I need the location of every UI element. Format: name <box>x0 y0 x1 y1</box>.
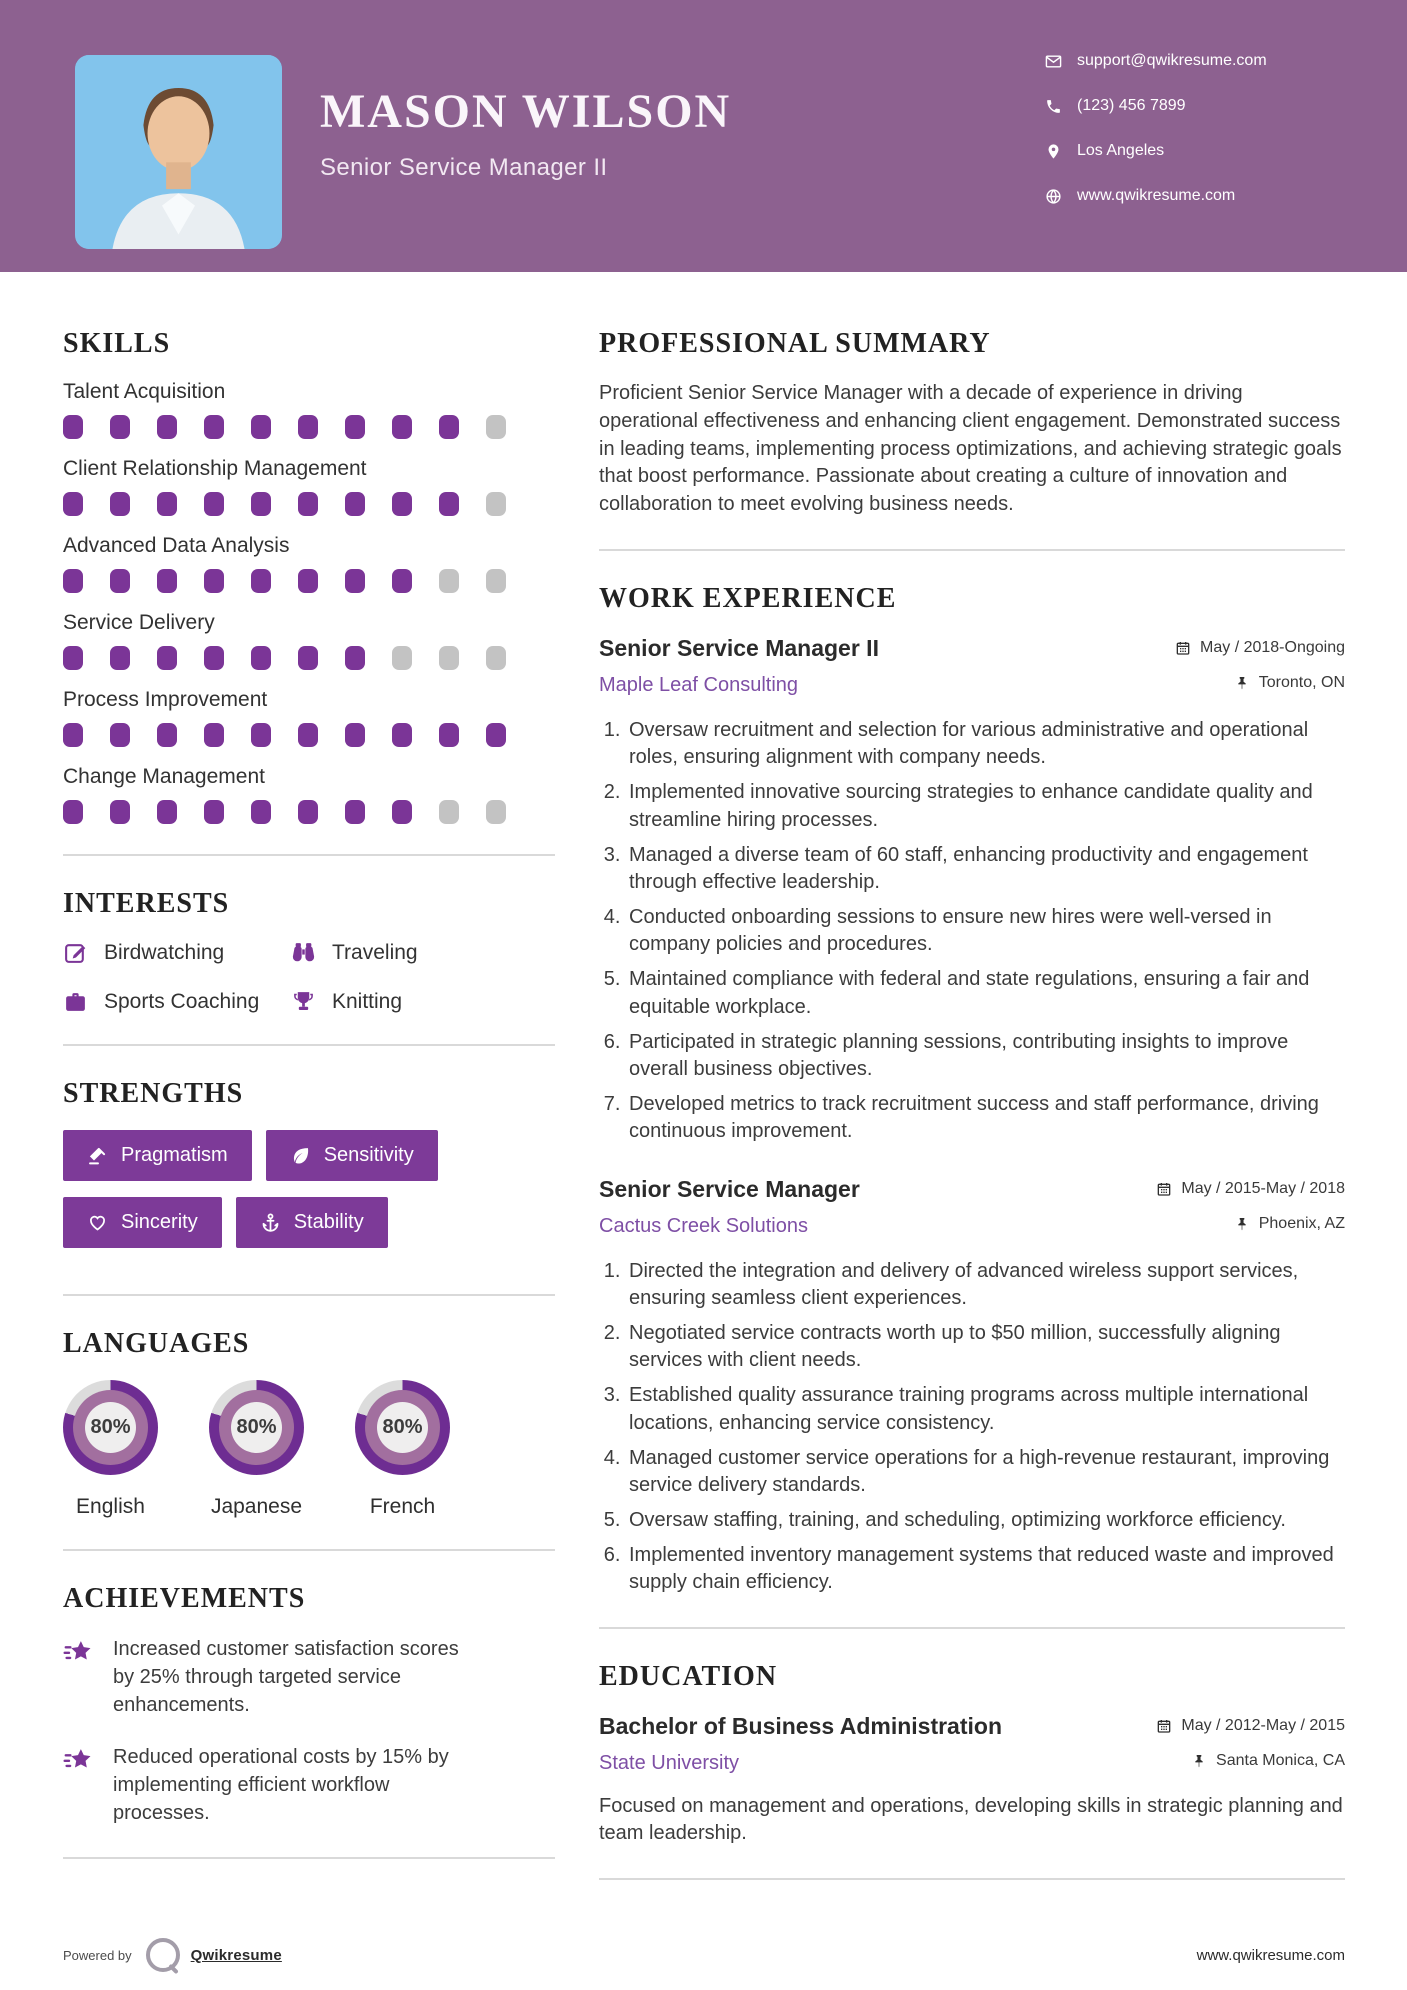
interest-item <box>63 989 281 1014</box>
job-bullet: 4. Conducted onboarding sessions to ensure new hires were well-versed in company policies and procedures. <box>626 904 1345 958</box>
language-donut <box>209 1380 304 1475</box>
skill-dot <box>204 569 224 593</box>
job-period <box>1175 639 1345 657</box>
language-label: French <box>369 1495 436 1518</box>
language-donut <box>63 1380 158 1475</box>
skill-dot <box>110 492 130 516</box>
gavel-icon <box>87 1145 108 1166</box>
skill-rating <box>63 800 555 824</box>
contact-block <box>1045 52 1345 272</box>
skill-dot <box>63 800 83 824</box>
skill-label: Talent Acquisition <box>63 380 226 403</box>
language-percent: 80% <box>231 1402 282 1453</box>
skill-dot <box>439 723 459 747</box>
skill-dot <box>204 415 224 439</box>
briefcase-icon <box>63 989 88 1014</box>
education-period <box>1156 1717 1345 1735</box>
strength-badge <box>63 1197 222 1248</box>
skill-dot <box>204 492 224 516</box>
skill-dot <box>392 800 412 824</box>
skill-rating <box>63 415 555 439</box>
skill-dot <box>251 646 271 670</box>
interests-grid <box>63 940 555 1014</box>
skill-label: Client Relationship Management <box>63 457 367 480</box>
heart-icon <box>87 1212 108 1233</box>
skill-dot <box>392 723 412 747</box>
skill-rating <box>63 492 555 516</box>
skill-rating <box>63 723 555 747</box>
language-item <box>209 1380 304 1519</box>
job-company[interactable]: Maple Leaf Consulting <box>599 673 799 696</box>
phone-icon <box>1045 98 1062 115</box>
job-period-text: May / 2018-Ongoing <box>1200 638 1345 656</box>
skill-dot <box>298 569 318 593</box>
skill-dot <box>298 646 318 670</box>
header <box>0 0 1407 272</box>
education-location-text: Santa Monica, CA <box>1216 1751 1345 1769</box>
star-icon <box>63 1745 96 1778</box>
skill-dot <box>251 569 271 593</box>
skill-dot <box>110 646 130 670</box>
section-divider <box>63 1857 555 1859</box>
footer-url[interactable]: www.qwikresume.com <box>1196 1946 1345 1964</box>
trophy-icon <box>291 989 316 1014</box>
strength-label: Sensitivity <box>323 1144 414 1166</box>
job-subheader <box>599 1215 1345 1238</box>
section-divider <box>599 1627 1345 1629</box>
skill-dot <box>486 800 506 824</box>
skill-dot <box>157 569 177 593</box>
job-period <box>1156 1180 1345 1198</box>
skill-dot <box>486 646 506 670</box>
contact-location <box>1045 142 1345 160</box>
profile-photo-illustration <box>75 55 282 249</box>
languages-section <box>63 1328 555 1519</box>
skill-dot <box>157 492 177 516</box>
job-location-text: Toronto, ON <box>1258 673 1345 691</box>
work-experience-title: WORK EXPERIENCE <box>599 582 897 614</box>
skill-dot <box>345 646 365 670</box>
interests-section <box>63 888 555 1014</box>
job-bullet: 1. Oversaw recruitment and selection for various administrative and operational roles, ensuring alignment with company needs. <box>626 717 1345 771</box>
education-header <box>599 1713 1345 1740</box>
achievement-text: Increased customer satisfaction scores by 25% through targeted service enhancements. <box>113 1638 459 1716</box>
skill-dot <box>157 415 177 439</box>
skill-dot <box>345 800 365 824</box>
skill-dot <box>251 800 271 824</box>
skill-dot <box>63 415 83 439</box>
skills-section <box>63 328 555 824</box>
language-label: Japanese <box>210 1495 303 1518</box>
qwikresume-brand-link[interactable]: Qwikresume <box>190 1946 282 1964</box>
education-title: EDUCATION <box>599 1660 778 1692</box>
header-identity <box>320 85 732 272</box>
footer <box>0 1912 1407 1990</box>
calendar-icon <box>1175 640 1191 656</box>
skill-dot <box>439 415 459 439</box>
interest-item <box>291 940 555 965</box>
skill-dot <box>251 415 271 439</box>
contact-email <box>1045 52 1345 70</box>
strength-badge <box>266 1130 438 1181</box>
job-bullet-list <box>599 717 1345 1146</box>
contact-location-value: Los Angeles <box>1077 142 1165 159</box>
skill-dot <box>298 492 318 516</box>
education-description: Focused on management and operations, developing skills in strategic planning and team leadership. <box>599 1794 1343 1845</box>
education-section <box>599 1661 1345 1849</box>
skill-dot <box>204 723 224 747</box>
calendar-icon <box>1156 1181 1172 1197</box>
skill-dot <box>392 492 412 516</box>
job-bullet: 6. Implemented inventory management systems that reduced waste and improved supply chain efficiency. <box>626 1542 1345 1596</box>
achievements-title: ACHIEVEMENTS <box>63 1583 306 1614</box>
language-percent: 80% <box>85 1402 136 1453</box>
education-period-text: May / 2012-May / 2015 <box>1181 1716 1345 1734</box>
skill-dot <box>345 415 365 439</box>
languages-title: LANGUAGES <box>63 1328 250 1359</box>
job-location <box>1234 1215 1345 1233</box>
skill-label: Change Management <box>63 765 265 788</box>
qwikresume-logo-icon <box>146 1938 180 1972</box>
skill-dot <box>63 569 83 593</box>
languages-row <box>63 1380 555 1519</box>
contact-phone <box>1045 97 1345 115</box>
job-bullet: 2. Implemented innovative sourcing strategies to enhance candidate quality and streamline hiring processes. <box>626 779 1345 833</box>
powered-by-label: Powered by <box>63 1947 132 1963</box>
left-column <box>63 328 555 1891</box>
leaf-icon <box>290 1145 311 1166</box>
skill-dot <box>486 723 506 747</box>
interests-title: INTERESTS <box>63 888 230 919</box>
skill-rating <box>63 569 555 593</box>
skill-item <box>63 457 555 516</box>
section-divider <box>599 549 1345 551</box>
map-marker-icon <box>1045 143 1062 160</box>
language-label: English <box>76 1495 145 1518</box>
skill-item <box>63 611 555 670</box>
right-column <box>599 328 1345 1912</box>
language-donut <box>355 1380 450 1475</box>
skill-dot <box>157 800 177 824</box>
job-company[interactable]: Cactus Creek Solutions <box>599 1214 808 1237</box>
section-divider <box>599 1878 1345 1880</box>
language-percent: 80% <box>377 1402 428 1453</box>
skill-dot <box>63 723 83 747</box>
binoculars-icon <box>291 940 316 965</box>
skill-dot <box>345 723 365 747</box>
skill-dot <box>392 569 412 593</box>
pen-square-icon <box>63 940 88 965</box>
envelope-icon <box>1045 53 1062 70</box>
skill-dot <box>439 492 459 516</box>
skill-dot <box>486 415 506 439</box>
interest-label: Traveling <box>332 940 418 964</box>
strength-label: Pragmatism <box>121 1144 228 1166</box>
work-experience-section <box>599 583 1345 1597</box>
pin-icon <box>1234 675 1250 691</box>
contact-email-value[interactable]: support@qwikresume.com <box>1077 52 1267 69</box>
job-period-text: May / 2015-May / 2018 <box>1181 1179 1345 1197</box>
job-location-text: Phoenix, AZ <box>1258 1214 1345 1232</box>
skill-dot <box>392 646 412 670</box>
section-divider <box>63 1549 555 1551</box>
language-item <box>63 1380 158 1519</box>
contact-website-value[interactable]: www.qwikresume.com <box>1077 187 1236 204</box>
skill-dot <box>110 415 130 439</box>
achievement-text: Reduced operational costs by 15% by implementing efficient workflow processes. <box>113 1746 449 1824</box>
skill-dot <box>63 492 83 516</box>
achievement-item <box>63 1635 555 1719</box>
strength-label: Sincerity <box>121 1211 198 1233</box>
job-bullet: 5. Oversaw staffing, training, and scheduling, optimizing workforce efficiency. <box>626 1507 1345 1534</box>
globe-icon <box>1045 188 1062 205</box>
language-item <box>355 1380 450 1519</box>
section-divider <box>63 1294 555 1296</box>
achievements-section <box>63 1583 555 1827</box>
person-name: MASON WILSON <box>320 85 732 138</box>
skill-dot <box>157 646 177 670</box>
job-title: Senior Service Manager <box>599 1175 860 1202</box>
section-divider <box>63 1044 555 1046</box>
skill-rating <box>63 646 555 670</box>
skill-dot <box>345 492 365 516</box>
skill-dot <box>486 569 506 593</box>
skill-dot <box>204 646 224 670</box>
skill-dot <box>298 800 318 824</box>
job-bullet: 6. Participated in strategic planning sessions, contributing insights to improve overall business objectives. <box>626 1029 1345 1083</box>
anchor-icon <box>260 1212 281 1233</box>
strength-label: Stability <box>293 1211 364 1233</box>
job-bullet: 7. Developed metrics to track recruitment success and staff performance, driving continuous improvement. <box>626 1091 1345 1145</box>
strengths-title: STRENGTHS <box>63 1078 244 1109</box>
skill-dot <box>251 723 271 747</box>
skill-label: Advanced Data Analysis <box>63 534 290 557</box>
skill-dot <box>110 800 130 824</box>
interest-item <box>291 989 555 1014</box>
contact-phone-value: (123) 456 7899 <box>1077 97 1186 114</box>
skill-label: Process Improvement <box>63 688 268 711</box>
skill-dot <box>298 415 318 439</box>
contact-website <box>1045 187 1345 205</box>
calendar-icon <box>1156 1718 1172 1734</box>
skill-dot <box>439 569 459 593</box>
job-subheader <box>599 674 1345 697</box>
skills-title: SKILLS <box>63 328 171 359</box>
education-school[interactable]: State University <box>599 1751 740 1774</box>
interest-item <box>63 940 281 965</box>
job-bullet: 1. Directed the integration and delivery of advanced wireless support services, ensuring seamless client experiences. <box>626 1258 1345 1312</box>
skill-item <box>63 534 555 593</box>
skill-dot <box>110 569 130 593</box>
skill-label: Service Delivery <box>63 611 215 634</box>
strength-badge <box>63 1130 252 1181</box>
skill-dot <box>298 723 318 747</box>
education-subheader <box>599 1752 1345 1775</box>
interest-label: Knitting <box>332 989 403 1013</box>
body-columns <box>0 272 1407 1912</box>
skill-dot <box>63 646 83 670</box>
summary-section <box>599 328 1345 519</box>
job-bullet: 2. Negotiated service contracts worth up to $50 million, successfully aligning services with client needs. <box>626 1320 1345 1374</box>
skill-dot <box>439 800 459 824</box>
person-headline: Senior Service Manager II <box>320 154 608 181</box>
profile-photo <box>75 55 282 249</box>
skill-dot <box>345 569 365 593</box>
job-bullet: 5. Maintained compliance with federal and state regulations, ensuring a fair and equitable workplace. <box>626 966 1345 1020</box>
skill-dot <box>204 800 224 824</box>
job-bullet: 3. Managed a diverse team of 60 staff, enhancing productivity and engagement through effective leadership. <box>626 842 1345 896</box>
skill-dot <box>486 492 506 516</box>
pin-icon <box>1191 1753 1207 1769</box>
job-bullet-list <box>599 1258 1345 1597</box>
section-divider <box>63 854 555 856</box>
skill-dot <box>157 723 177 747</box>
education-location <box>1191 1752 1345 1770</box>
skill-dot <box>439 646 459 670</box>
education-entry <box>599 1713 1345 1849</box>
job-location <box>1234 674 1345 692</box>
job-entry <box>599 1176 1345 1597</box>
strength-badge <box>236 1197 388 1248</box>
pin-icon <box>1234 1216 1250 1232</box>
skill-item <box>63 688 555 747</box>
job-entry <box>599 635 1345 1146</box>
job-header <box>599 635 1345 662</box>
strength-badges <box>63 1130 555 1264</box>
star-icon <box>63 1637 96 1670</box>
job-bullet: 4. Managed customer service operations for a high-revenue restaurant, improving service delivery standards. <box>626 1445 1345 1499</box>
education-degree: Bachelor of Business Administration <box>599 1712 1002 1739</box>
summary-text: Proficient Senior Service Manager with a decade of experience in driving operational effectiveness and enhancing client engagement. Demonstrated success in leading teams, implementing process optimizations, and achieving strategic goals that boost performance. Passionate about creating a culture of innovation and collaboration to meet evolving business needs. <box>599 382 1342 516</box>
job-bullet: 3. Established quality assurance training programs across multiple international locations, enhancing service consistency. <box>626 1382 1345 1436</box>
skill-item <box>63 765 555 824</box>
skill-dot <box>392 415 412 439</box>
interest-label: Birdwatching <box>104 940 225 964</box>
job-title: Senior Service Manager II <box>599 634 879 661</box>
strengths-section <box>63 1078 555 1264</box>
job-header <box>599 1176 1345 1203</box>
achievement-item <box>63 1743 555 1827</box>
skill-dot <box>251 492 271 516</box>
interest-label: Sports Coaching <box>104 989 260 1013</box>
skill-dot <box>110 723 130 747</box>
summary-title: PROFESSIONAL SUMMARY <box>599 328 991 359</box>
skill-item <box>63 380 555 439</box>
